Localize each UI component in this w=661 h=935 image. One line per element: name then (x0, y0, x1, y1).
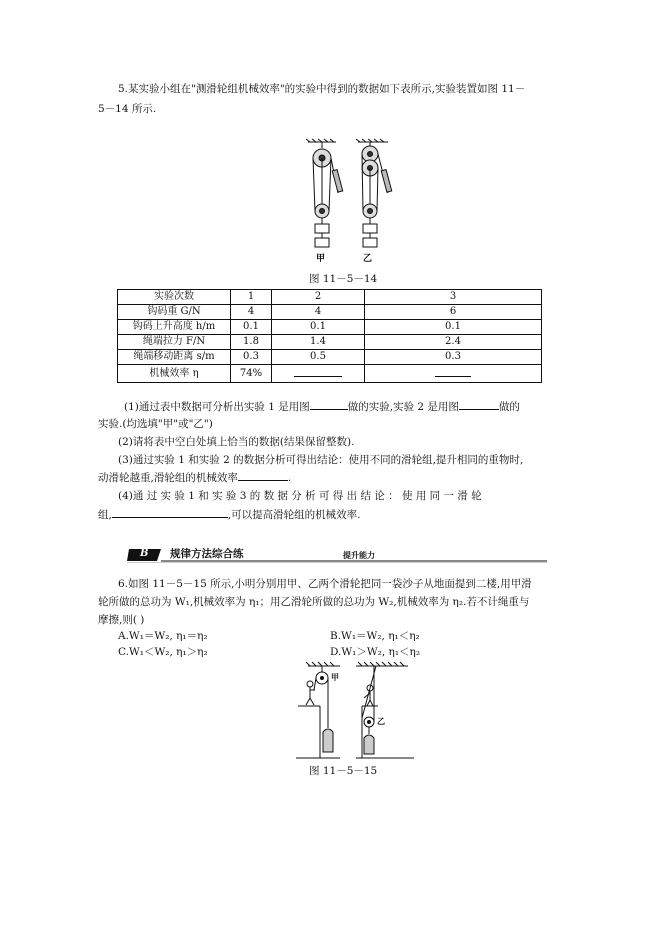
pulley-figure-11-5-14 (300, 138, 410, 268)
q5-sub3-end: . (287, 472, 292, 484)
q6-line3: 摩擦,则( ) (98, 614, 145, 626)
table-header-cell: 2 (272, 290, 365, 305)
table-cell: 绳端移动距离 s/m (118, 350, 231, 365)
table-cell: 74% (231, 365, 272, 383)
table-cell: 1.8 (231, 335, 272, 350)
table-row (118, 320, 542, 335)
q5-intro-line2: 5－14 所示. (98, 103, 157, 115)
answer-blank-cell[interactable] (272, 365, 365, 383)
pulley-figure-11-5-15 (296, 660, 420, 764)
table-row (118, 365, 542, 383)
table-cell: 机械效率 η (118, 365, 231, 383)
table-cell: 钩码重 G/N (118, 305, 231, 320)
banner-badge: B (140, 548, 149, 559)
q5-intro-line1: 5.某实验小组在"测滑轮组机械效率"的实验中得到的数据如下表所示,实验装置如图 11－ (118, 83, 526, 95)
table-cell: 0.5 (272, 350, 365, 365)
table-cell: 0.3 (231, 350, 272, 365)
table-cell: 4 (272, 305, 365, 320)
answer-blank[interactable] (294, 365, 342, 377)
q5-sub4-line2 (98, 507, 361, 522)
table-row (118, 350, 542, 365)
banner-title: 规律方法综合练 (170, 548, 244, 560)
option-b[interactable]: B.W₁＝W₂, η₁＜η₂ (330, 630, 420, 642)
fig6-label-jia: 甲 (331, 672, 339, 682)
table-cell: 0.1 (365, 320, 542, 335)
table-header-cell: 实验次数 (118, 290, 231, 305)
q5-sub1-part-a: (1)通过表中数据可分析出实验 1 是用图 (124, 401, 310, 413)
q5-sub3-text: 动滑轮越重,滑轮组的机械效率 (98, 472, 238, 484)
table-row (118, 290, 542, 305)
option-c[interactable]: C.W₁＜W₂, η₁＞η₂ (118, 646, 208, 658)
fig-label-yi: 乙 (363, 254, 373, 264)
table-header-cell: 3 (365, 290, 542, 305)
q5-sub3-line2 (98, 470, 291, 485)
experiment-data-table (117, 289, 542, 383)
answer-blank-cell[interactable] (365, 365, 542, 383)
answer-blank[interactable] (112, 507, 228, 518)
q5-sub4-part-a: 组, (98, 509, 112, 521)
table-cell: 1.4 (272, 335, 365, 350)
q5-sub1-line2: 实验.(均选填"甲"或"乙") (98, 418, 213, 430)
table-cell: 绳端拉力 F/N (118, 335, 231, 350)
q5-sub1-part-b: 做的实验,实验 2 是用图 (347, 401, 459, 413)
answer-blank[interactable] (435, 365, 471, 377)
q5-sub3-line1: (3)通过实验 1 和实验 2 的数据分析可得出结论：使用不同的滑轮组,提升相同的重物时, (118, 454, 524, 466)
answer-blank[interactable] (459, 399, 499, 410)
figure-caption-11-5-14: 图 11－5－14 (309, 273, 378, 285)
table-cell: 0.1 (231, 320, 272, 335)
option-a[interactable]: A.W₁＝W₂, η₁＝η₂ (118, 630, 208, 642)
figure-caption-11-5-15: 图 11－5－15 (309, 765, 378, 777)
table-cell: 0.3 (365, 350, 542, 365)
q5-sub4-line1: (4)通 过 实 验 1 和 实 验 3 的 数 据 分 析 可 得 出 结 论 ： 使 用 同 一 滑 轮 (118, 490, 482, 502)
table-cell: 钩码上升高度 h/m (118, 320, 231, 335)
fig6-label-yi: 乙 (377, 716, 385, 726)
banner-subtitle: 提升能力 (343, 550, 375, 560)
fig-label-jia: 甲 (316, 254, 326, 264)
q5-sub1-line1 (124, 399, 520, 414)
option-d[interactable]: D.W₁＞W₂, η₁＜η₂ (330, 646, 421, 658)
q5-sub2: (2)请将表中空白处填上恰当的数据(结果保留整数). (118, 436, 355, 448)
q5-sub1-part-c: 做的 (498, 401, 520, 413)
table-cell: 0.1 (272, 320, 365, 335)
table-cell: 6 (365, 305, 542, 320)
table-cell: 2.4 (365, 335, 542, 350)
table-header-cell: 1 (231, 290, 272, 305)
q5-sub4-part-b: ,可以提高滑轮组的机械效率. (227, 509, 361, 521)
q6-line1: 6.如图 11－5－15 所示,小明分别用甲、乙两个滑轮把同一袋沙子从地面提到二楼,用甲滑 (118, 578, 532, 590)
q6-line2: 轮所做的总功为 W₁,机械效率为 η₁；用乙滑轮所做的总功为 W₂,机械效率为 η₂.若不计绳重与 (98, 596, 530, 608)
table-row (118, 335, 542, 350)
answer-blank[interactable] (238, 470, 288, 481)
answer-blank[interactable] (310, 399, 348, 410)
table-cell: 4 (231, 305, 272, 320)
table-row (118, 305, 542, 320)
